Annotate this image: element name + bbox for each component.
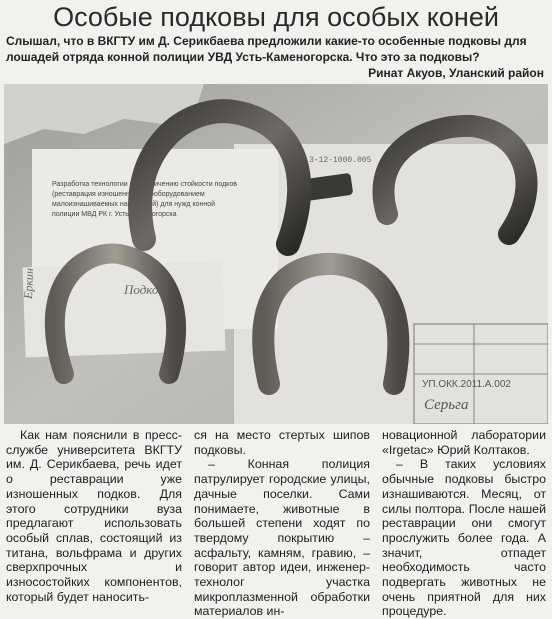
stamp-name: Серьга [424, 397, 469, 413]
drawing-number: 3-12-1000.005 [309, 156, 372, 165]
lead-question: Слышал, что в ВКГТУ им Д. Серикбаева предложили какие-то особенные подковы для лошадей отряда конной полиции УВД Усть-Каменогорска. Что это за подковы? [6, 34, 527, 64]
text-column-2 [194, 428, 370, 619]
column-3-text-b: – В таких условиях обычные подковы быстро изнашиваются. Месяц, от силы полтора. После нашей реставрации они смогут прослужить более года. А значит, отпадет необходимость часто подвергать животных не очень приятной для них процедуре. [382, 457, 546, 619]
stamp-code: УП.ОКК.2011.А.002 [422, 379, 511, 390]
column-2-text-b: – Конная полиция патрулирует городские улицы, дачные поселки. Сами понимаете, животные в большей степени ходят по твердому покрытию – асфальту, камням, гравию, – говорит автор идеи, инженер-технолог участка микроплазменной обработки материалов ин- [194, 457, 370, 619]
photo-illustration [4, 84, 548, 424]
doc-line-2: (реставрация изношенных с дооборудованием [52, 191, 205, 198]
handwriting-left: Еркин [21, 267, 37, 300]
byline: Ринат Акуов, Уланский район [368, 66, 544, 80]
column-1-text: Как нам пояснили в пресс-службе университета ВКГТУ им. Д. Серикбаева, речь идет о реставрации уже изношенных подков. Для этого сотрудники вуза предлагают использовать особый сплав, состоящий из титана, вольфрама и других сверхпрочных и износостойких компонентов, который будет наносить- [6, 428, 182, 604]
horseshoes-photo [4, 84, 548, 424]
text-column-1 [6, 428, 182, 604]
column-2-text-a: ся на место стертых шипов подковы. [194, 428, 370, 457]
handwriting-right: Подкова [124, 282, 171, 297]
doc-line-3: малоизнашиваемых напылений) для нужд конной [52, 201, 216, 208]
doc-line-4: полиции МВД РК г. Усть-Каменогорска [52, 211, 177, 218]
column-3-text-a: новационной лаборатории «Irgetac» Юрий Колтаков. [382, 428, 546, 457]
headline: Особые подковы для особых коней [53, 2, 499, 32]
text-column-3 [382, 428, 546, 619]
doc-line-1: Разработка технологии по увеличению стойкости подков [52, 181, 237, 188]
